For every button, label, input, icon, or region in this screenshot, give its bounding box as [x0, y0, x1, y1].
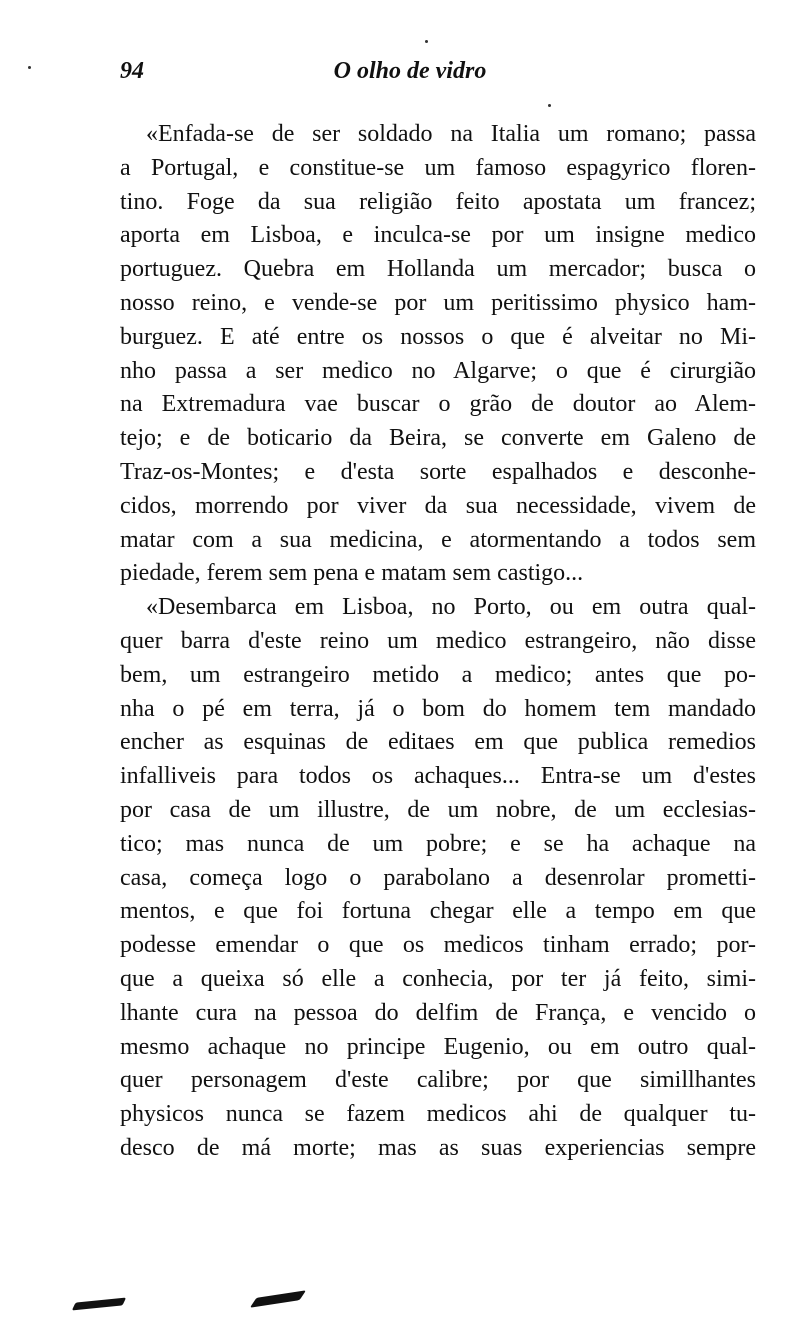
text-line: mentos, e que foi fortuna chegar elle a tempo em que	[120, 898, 756, 925]
text-line: nho passa a ser medico no Algarve; o que é cirurgião	[120, 357, 756, 384]
page-header	[120, 58, 760, 94]
scan-speck	[425, 40, 428, 43]
text-line: desco de má morte; mas as suas experiencias sempre	[120, 1134, 756, 1161]
text-line: na Extremadura vae buscar o grão de doutor ao Alem-	[120, 391, 756, 418]
text-line: Traz-os-Montes; e d'esta sorte espalhados e desconhe-	[120, 458, 756, 485]
paragraph-1	[120, 118, 756, 591]
text-line: «Enfada-se de ser soldado na Italia um romano; passa	[146, 121, 756, 147]
text-line: aporta em Lisboa, e inculca-se por um insigne medico	[120, 222, 756, 249]
text-line: tino. Foge da sua religião feito apostata um francez;	[120, 188, 756, 215]
text-line: «Desembarca em Lisboa, no Porto, ou em outra qual-	[146, 594, 756, 621]
text-line: podesse emendar o que os medicos tinham errado; por-	[120, 932, 756, 959]
text-line: quer personagem d'este calibre; por que simillhantes	[120, 1067, 756, 1094]
text-line: nosso reino, e vende-se por um peritissimo physico ham-	[120, 289, 756, 316]
text-line: a Portugal, e constitue-se um famoso espagyrico floren-	[120, 154, 756, 181]
text-line: por casa de um illustre, de um nobre, de um ecclesias-	[120, 796, 756, 823]
text-line: infalliveis para todos os achaques... Entra-se um d'estes	[120, 763, 756, 790]
text-line: mesmo achaque no principe Eugenio, ou em outro qual-	[120, 1033, 756, 1060]
text-line: nha o pé em terra, já o bom do homem tem mandado	[120, 695, 756, 722]
text-line: portuguez. Quebra em Hollanda um mercador; busca o	[120, 256, 756, 283]
scan-speck	[28, 66, 31, 69]
text-line: que a queixa só elle a conhecia, por ter já feito, simi-	[120, 965, 756, 992]
page-number: 94	[120, 58, 144, 84]
scan-smudge-left	[72, 1298, 126, 1311]
text-line: bem, um estrangeiro metido a medico; antes que po-	[120, 661, 756, 688]
running-title: O olho de vidro	[333, 58, 487, 84]
text-line: encher as esquinas de editaes em que publica remedios	[120, 729, 756, 756]
text-line: physicos nunca se fazem medicos ahi de qualquer tu-	[120, 1101, 756, 1128]
text-line: lhante cura na pessoa do delfim de França, e vencido o	[120, 999, 756, 1026]
text-line: cidos, morrendo por viver da sua necessidade, vivem de	[120, 492, 756, 519]
body-text	[120, 118, 756, 1166]
paragraph-2	[120, 591, 756, 1166]
text-line: burguez. E até entre os nossos o que é alveitar no Mi-	[120, 323, 756, 350]
text-line: quer barra d'este reino um medico estrangeiro, não disse	[120, 627, 756, 654]
text-line: tejo; e de boticario da Beira, se converte em Galeno de	[120, 425, 756, 452]
text-line: piedade, ferem sem pena e matam sem castigo...	[120, 560, 584, 587]
text-line: matar com a sua medicina, e atormentando a todos sem	[120, 526, 756, 553]
scan-smudge-right	[250, 1290, 306, 1307]
text-line: tico; mas nunca de um pobre; e se ha achaque na	[120, 830, 756, 857]
scan-speck	[548, 104, 551, 107]
text-line: casa, começa logo o parabolano a desenrolar prometti-	[120, 864, 756, 891]
